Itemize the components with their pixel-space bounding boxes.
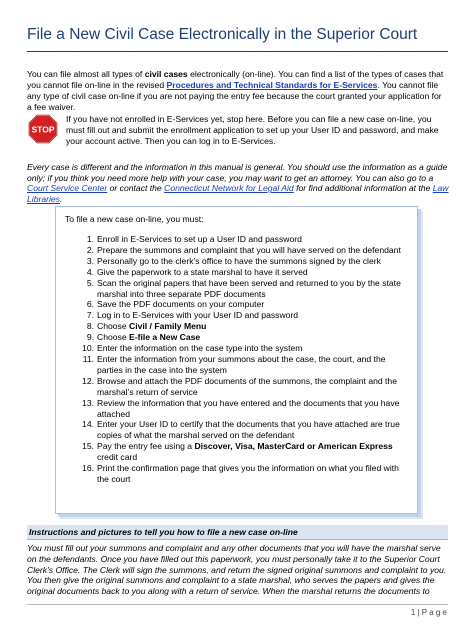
step-text: Enter the information from your summons about the case, the court, and the parties in the case into the system: [97, 353, 386, 375]
step-number: 8.: [86, 321, 94, 332]
step-number: 3.: [86, 255, 94, 266]
intro-paragraph: [27, 69, 447, 113]
step-number: 1.: [86, 234, 94, 244]
step-number: 6.: [86, 299, 94, 310]
intro-text-2: electronically (on-line). You can find a list of the types of cases that you cannot file on-line in the revised: [27, 69, 444, 90]
step-text: [97, 441, 412, 463]
step-text-pre: Choose: [97, 321, 130, 332]
step-text: Save the PDF documents on your computer: [97, 299, 265, 310]
step-item: [72, 376, 412, 398]
section-heading: Instructions and pictures to tell you how to file a new case on-line: [29, 527, 298, 537]
step-item: [72, 332, 412, 343]
steps-list: [72, 234, 412, 485]
step-item: [72, 278, 412, 300]
instructions-paragraph: You must fill out your summons and complaint and any other documents that you will have the marshal serve on the defendants. Once you have filled out this paperwork, you must personally take it to the Superior Court Clerk’s Office. The Clerk will sign the summons, and return the signed original summons and complaint to you. You then give the original summons and complaint to a state marshal, who serves the papers and gives the original documents back to you along with a return of service. When the marshal returns the documents to: [27, 543, 447, 597]
step-number: 10.: [82, 343, 94, 354]
law-libraries-link[interactable]: Law Libraries: [27, 183, 449, 204]
step-number: 14.: [82, 419, 94, 430]
step-text: Browse and attach the PDF documents of the summons, the complaint and the marshal’s return of service: [97, 375, 397, 397]
step-number: 11.: [82, 353, 94, 364]
step-item: [72, 256, 412, 267]
step-text: Prepare the summons and complaint that you will have served on the defendant: [97, 244, 401, 255]
title-rule: [27, 51, 448, 52]
step-number: 16.: [82, 463, 94, 474]
step-item: [72, 354, 412, 376]
step-text: Personally go to the clerk’s office to have the summons signed by the clerk: [97, 255, 381, 266]
section-heading-bar: [27, 525, 448, 540]
step-text-bold: E-file a New Case: [129, 332, 201, 343]
court-service-center-link[interactable]: Court Service Center: [27, 183, 108, 194]
step-text: Give the paperwork to a state marshal to have it served: [97, 266, 308, 277]
step-item: [72, 441, 412, 463]
step-item: [72, 343, 412, 354]
step-text-pre: Choose: [97, 332, 130, 343]
guide-text-3: for find additional information at the: [293, 183, 433, 194]
step-text: Enroll in E-Services to set up a User ID and password: [97, 234, 302, 244]
step-text-bold: Discover, Visa, MasterCard or American Express: [194, 441, 393, 452]
steps-intro: To file a new case on-line, you must:: [65, 214, 204, 224]
step-item: [72, 398, 412, 420]
step-number: 15.: [82, 441, 94, 452]
legal-aid-link[interactable]: Connecticut Network for Legal Aid: [164, 183, 294, 194]
footer-rule: [27, 604, 448, 605]
step-item: [72, 267, 412, 278]
guide-text-2: or contact the: [107, 183, 165, 194]
steps-box: [55, 206, 418, 514]
intro-text-1: You can file almost all types of: [27, 69, 145, 79]
step-item: [72, 299, 412, 310]
procedures-link[interactable]: Procedures and Technical Standards for E-Services: [166, 80, 378, 90]
step-text-bold: Civil / Family Menu: [129, 321, 207, 332]
step-text: [97, 332, 412, 343]
page-title: File a New Civil Case Electronically in the Superior Court: [27, 26, 418, 43]
step-item: [72, 310, 412, 321]
step-item: [72, 419, 412, 441]
step-text: [97, 321, 412, 332]
stop-sign-icon: [28, 114, 58, 144]
step-text: Enter the information on the case type into the system: [97, 343, 303, 354]
step-text: Log in to E-Services with your User ID and password: [97, 310, 299, 321]
stop-icon-label: STOP: [31, 124, 55, 135]
step-text: Print the confirmation page that gives you the information on what you filed with the court: [97, 463, 399, 484]
guide-text-1: Every case is different and the information in this manual is general. You should use the information as a guide only; if you think you need more help with your case, you may want to get an attorney. You can also go to a: [27, 162, 448, 183]
step-item: [72, 234, 412, 245]
step-text-post: credit card: [97, 452, 138, 463]
step-text: Scan the original papers that have been served and returned to you by the state marshal into three separate PDF documents: [97, 277, 401, 299]
guide-paragraph: [27, 162, 449, 204]
stop-paragraph: If you have not enrolled in E-Services yet, stop here. Before you can file a new case on-line, you must fill out and submit the enrollment application to set up your User ID and password, and make your account active. Then you can log in to E-Services.: [66, 114, 439, 146]
step-text-pre: Pay the entry fee using a: [97, 441, 195, 452]
step-item: [72, 321, 412, 332]
intro-bold-civil-cases: civil cases: [144, 69, 188, 79]
step-item: [72, 245, 412, 256]
step-number: 7.: [86, 310, 94, 321]
step-text: Review the information that you have entered and the documents that you have attached: [97, 397, 400, 419]
step-number: 2.: [86, 244, 94, 255]
guide-text-4: .: [59, 193, 63, 204]
intro-text-3: . You cannot file any type of civil case on-line if you are not paying the entry fee because the court granted your application for a fee waiver.: [27, 80, 442, 112]
step-number: 9.: [86, 332, 94, 343]
step-number: 4.: [86, 266, 94, 277]
step-number: 13.: [82, 397, 94, 408]
step-text: Enter your User ID to certify that the documents that you have attached are true copies of what the marshal served on the defendant: [97, 419, 400, 441]
step-number: 5.: [86, 277, 94, 288]
step-number: 12.: [82, 375, 94, 386]
step-item: [72, 463, 412, 485]
page-number: 1 | P a g e: [410, 608, 447, 617]
